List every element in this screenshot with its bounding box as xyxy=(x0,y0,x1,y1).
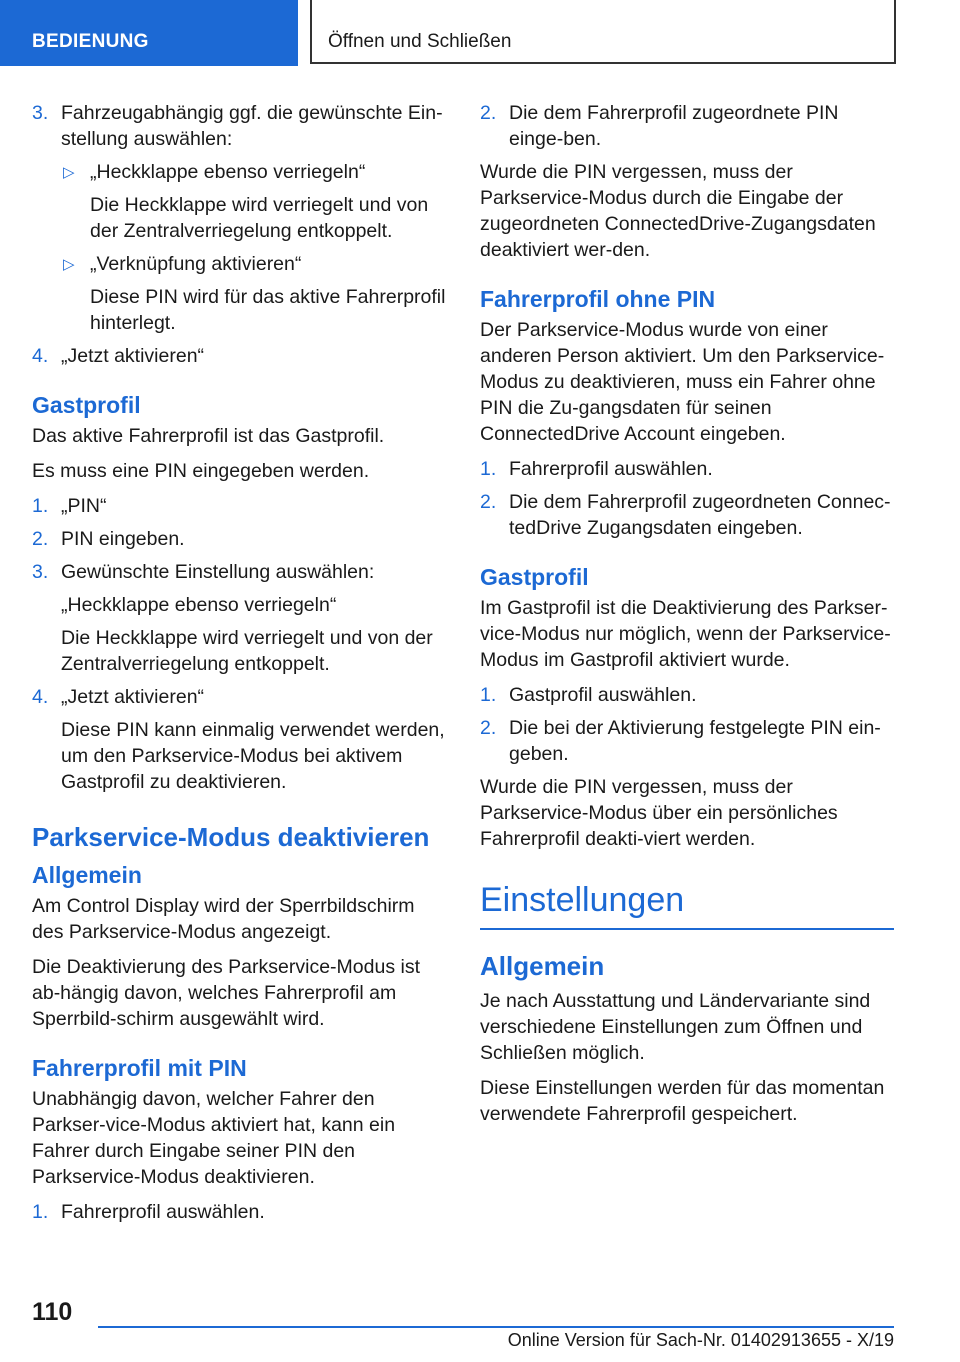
heading-fahrerprofil-ohne-pin: Fahrerprofil ohne PIN xyxy=(480,286,716,312)
heading-parkservice-deaktivieren: Parkservice-Modus deaktivieren xyxy=(32,822,430,852)
left-column xyxy=(32,100,446,1232)
paragraph: Wurde die PIN vergessen, muss der Parkservice-Modus durch die Eingabe der zugeordneten ConnectedDrive-Zugangsdaten deaktiviert wer-den. xyxy=(480,161,876,261)
heading-allgemein: Allgemein xyxy=(480,951,605,981)
list-item: 2. Die dem Fahrerprofil zugeordnete PIN einge-ben. xyxy=(480,102,839,150)
list-sub-text: Die Heckklappe wird verriegelt und von der Zentralverriegelung entkoppelt. xyxy=(61,627,433,675)
step-number: 1. xyxy=(32,495,49,517)
step-number: 1. xyxy=(480,458,497,480)
paragraph: Wurde die PIN vergessen, muss der Parkservice-Modus über ein persönliches Fahrerprofil deakti-viert werden. xyxy=(480,776,838,850)
paragraph: Der Parkservice-Modus wurde von einer anderen Person aktiviert. Um den Parkservice-Modus zu deaktivieren, muss ein Fahrer ohne PIN die Zu-gangsdaten für seinen ConnectedDrive Account eingeben. xyxy=(480,319,885,445)
paragraph: Unabhängig davon, welcher Fahrer den Parkser-vice-Modus aktiviert hat, kann ein Fahrer durch Eingabe seiner PIN den Parkservice-Modus deaktivieren. xyxy=(32,1088,396,1188)
paragraph: Es muss eine PIN eingegeben werden. xyxy=(32,460,370,482)
step-number: 1. xyxy=(32,1201,49,1223)
step-number: 3. xyxy=(32,102,49,124)
step-number: 3. xyxy=(32,561,49,583)
page-number: 110 xyxy=(32,1298,73,1326)
step-number: 2. xyxy=(480,102,497,124)
step-number: 1. xyxy=(480,684,497,706)
step-number: 2. xyxy=(32,528,49,550)
triangle-bullet-icon: ▷ xyxy=(63,164,75,181)
list-item: 3. Gewünschte Einstellung auswählen: xyxy=(32,561,375,583)
chapter-title: Öffnen und Schließen xyxy=(310,0,896,64)
paragraph: Am Control Display wird der Sperrbildschirm des Parkservice-Modus angezeigt. xyxy=(32,895,415,943)
list-item: 1. Fahrerprofil auswählen. xyxy=(480,458,713,480)
step-number: 2. xyxy=(480,717,497,739)
list-sub-text: „Heckklappe ebenso verriegeln“ xyxy=(61,594,337,616)
list-item: 2. Die bei der Aktivierung festgelegte PIN ein-geben. xyxy=(480,717,881,765)
heading-allgemein: Allgemein xyxy=(32,862,142,888)
bullet-description: Die Heckklappe wird verriegelt und von der Zentralverriegelung entkoppelt. xyxy=(90,194,429,242)
list-item: 4. „Jetzt aktivieren“ xyxy=(32,345,205,367)
bullet-description: Diese PIN wird für das aktive Fahrerprofil hinterlegt. xyxy=(90,286,446,334)
list-item: 3. Fahrzeugabhängig ggf. die gewünschte Ein-stellung auswählen: xyxy=(32,102,443,150)
paragraph: Die Deaktivierung des Parkservice-Modus ist ab-hängig davon, welches Fahrerprofil am Sperrbild-schirm ausgewählt wird. xyxy=(32,956,420,1030)
heading-einstellungen: Einstellungen xyxy=(480,880,894,930)
paragraph: Das aktive Fahrerprofil ist das Gastprofil. xyxy=(32,425,385,447)
list-item: 1. „PIN“ xyxy=(32,495,107,517)
bullet-item: ▷ „Verknüpfung aktivieren“ xyxy=(32,251,446,277)
list-item: 2. Die dem Fahrerprofil zugeordneten Connec-tedDrive Zugangsdaten eingeben. xyxy=(480,491,891,539)
triangle-bullet-icon: ▷ xyxy=(63,256,75,273)
step-number: 4. xyxy=(32,686,49,708)
heading-fahrerprofil-mit-pin: Fahrerprofil mit PIN xyxy=(32,1055,247,1081)
paragraph: Im Gastprofil ist die Deaktivierung des Parkser-vice-Modus nur möglich, wenn der Parkservice-Modus im Gastprofil aktiviert wurde. xyxy=(480,597,891,671)
footer-version-text: Online Version für Sach-Nr. 01402913655 - X/19 xyxy=(507,1330,894,1350)
heading-gastprofil: Gastprofil xyxy=(480,564,589,590)
list-sub-text: Diese PIN kann einmalig verwendet werden, um den Parkservice-Modus bei aktivem Gastprofil zu deaktivieren. xyxy=(61,719,445,793)
list-item: 1. Fahrerprofil auswählen. xyxy=(32,1201,265,1223)
right-column xyxy=(480,100,894,1136)
bullet-item: ▷ „Heckklappe ebenso verriegeln“ xyxy=(32,159,446,185)
page-header xyxy=(0,0,960,66)
step-number: 4. xyxy=(32,345,49,367)
footer-divider xyxy=(98,1326,894,1328)
step-number: 2. xyxy=(480,491,497,513)
list-item: 4. „Jetzt aktivieren“ xyxy=(32,686,205,708)
section-tab: BEDIENUNG xyxy=(0,0,298,66)
paragraph: Je nach Ausstattung und Ländervariante sind verschiedene Einstellungen zum Öffnen und Schließen möglich. xyxy=(480,990,871,1064)
list-item: 2. PIN eingeben. xyxy=(32,528,185,550)
list-item: 1. Gastprofil auswählen. xyxy=(480,684,697,706)
heading-gastprofil: Gastprofil xyxy=(32,392,141,418)
paragraph: Diese Einstellungen werden für das momentan verwendete Fahrerprofil gespeichert. xyxy=(480,1077,885,1125)
